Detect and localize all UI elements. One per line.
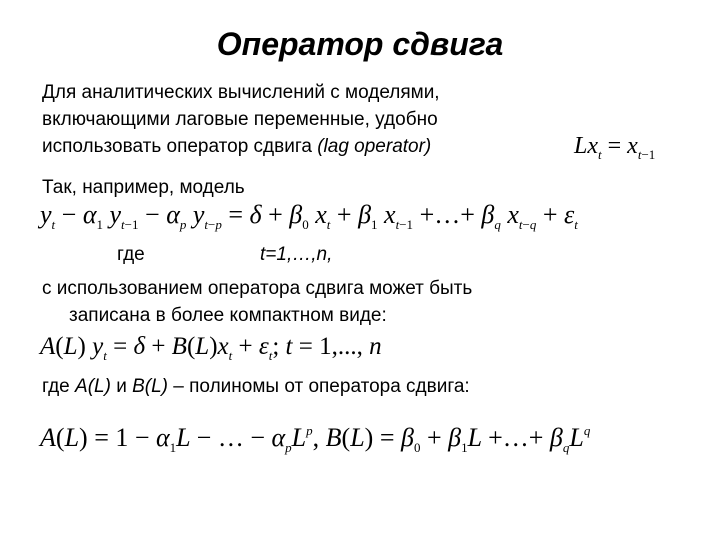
intro-line-2: включающими лаговые переменные, удобно [42, 109, 438, 130]
polynomial-a: A(L) [75, 376, 111, 397]
intro-line-1: Для аналитических вычислений с моделями, [42, 82, 440, 103]
intro-line-3 [42, 135, 431, 159]
compact-formula: A(L) $y_t = \delta + B(L)x_t + \varepsilon_t$; t = 1,..., n [40, 333, 382, 363]
compact-form-line-2: записана в более компактном виде: [69, 305, 387, 326]
example-intro: Так, например, модель [42, 177, 245, 198]
compact-form-line-1: с использованием оператора сдвига может быть [42, 278, 473, 299]
polynomials-note-mid: и [110, 376, 133, 397]
time-range: t=1,…,n, [260, 244, 333, 265]
where-label: где [117, 244, 145, 265]
polynomials-formula: $A(L) = 1 - \alpha_1L$ − … − $\alpha_pL^p$, $B(L) = \beta_0 + \beta_1L$ +…+ $\beta_qL^q$ [40, 423, 591, 455]
polynomials-note-start: где [42, 376, 76, 397]
model-formula: $y_t - \alpha_1$ $y_{t-1} - \alpha_p$ $y_{t-p} = \delta + \beta_0$ $x_t + \beta_1$ $x_{t-1}$ +…+ $\beta_q$ $x_{t-q} + \varepsilon_t$ [40, 200, 578, 232]
intro-line-3-text: использовать оператор сдвига [42, 136, 318, 157]
polynomials-note-end: – полиномы от оператора сдвига: [168, 376, 470, 397]
lag-operator-term: (lag operator) [317, 136, 432, 157]
slide-title: Оператор сдвига [216, 26, 504, 62]
lag-operator-formula: $Lx_t = x_{t-1}$ [574, 133, 656, 162]
polynomials-note [42, 375, 470, 399]
polynomial-b: B(L) [132, 376, 168, 397]
